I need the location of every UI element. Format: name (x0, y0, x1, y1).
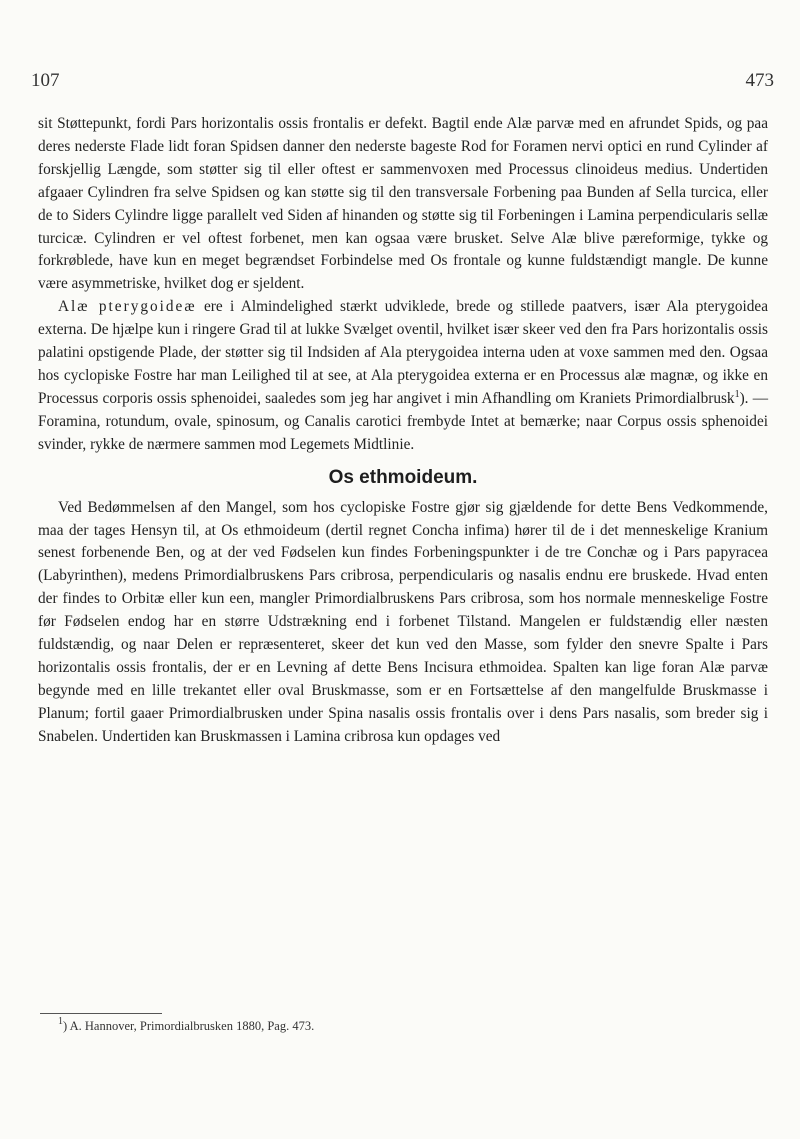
footnote-marker: 1 (58, 1016, 63, 1027)
paragraph-2-text-a: ere i Almindelighed stærkt udviklede, brede og stillede paatvers, især Ala pterygoidea externa. De hjælpe kun i ringere Grad til at lukke Svælget oventil, hvilket især skeer ved den fra Pars horizontalis ossis palatini opstigende Plade, der støtter sig til Indsiden af Ala pterygoidea interna uden at voxe sammen med den. Ogsaa hos cyclopiske Fostre har man Leilighed til at see, at Ala pterygoidea externa er en Processus alæ magnæ, og ikke en Processus corporis ossis sphenoidei, saaledes som jeg har angivet i min Afhandling om Kraniets Primordialbrusk (38, 298, 768, 407)
paragraph-2 (38, 296, 768, 456)
term-alae-pterygoideae: Alæ pterygoideæ (58, 298, 197, 316)
paragraph-3: Ved Bedømmelsen af den Mangel, som hos cyclopiske Fostre gjør sig gjældende for dette Bens Vedkommende, maa der tages Hensyn til, at Os ethmoideum (dertil regnet Concha infima) hører til de i det menneskelige Kranium senest forbenende Ben, og at der ved Fødselen kun findes Forbeningspunkter i de tre Conchæ og i Pars papyracea (Labyrinthen), medens Primordialbruskens Pars cribrosa, perpendicularis og nasalis endnu ere bruskede. Hvad enten der findes to Orbitæ eller kun een, mangler Primordialbruskens Pars cribrosa, som hos normale menneskelige Fostre før Fødselen endog har en større Udstrækning end i forbenet Tilstand. Mangelen er fuldstændig eller næsten fuldstændig, og naar Delen er repræsenteret, skeer det kun ved den Masse, som fylder den snevre Spalte i Pars horizontalis ossis frontalis, der er en Levning af dette Bens Incisura ethmoidea. Spalten kan lige foran Alæ parvæ begynde med en lille trekantet eller oval Bruskmasse, som er en Fortsættelse af den mangelfulde Bruskmasse i Planum; fortil gaaer Primordialbrusken under Spina nasalis ossis frontalis over i dens Pars nasalis, som breder sig i Snabelen. Undertiden kan Bruskmassen i Lamina cribrosa kun opdages ved (38, 498, 768, 745)
paragraph-2-text-b: ). — Foramina, rotundum, ovale, spinosum, og Canalis carotici frembyde Intet at bemærke; naar Corpus ossis sphenoidei svinder, rykke de nærmere sammen mod Legemets Midtlinie. (38, 389, 768, 453)
page-header (31, 70, 774, 94)
footnote-divider (40, 1013, 162, 1014)
footnote-ref: 1 (734, 388, 740, 400)
paragraph-1: sit Støttepunkt, fordi Pars horizontalis ossis frontalis er defekt. Bagtil ende Alæ parvæ med en afrundet Spids, og paa deres nederste Flade lidt foran Spidsen danner den nederste bageste Rod for Foramen nervi optici en rund Cylinder af forskjellig Længde, som støtter sig til eller oftest er sammenvoxen med Processus clinoideus medius. Undertiden afgaaer Cylindren fra selve Spidsen og kan støtte sig til den transversale Forbening paa Bunden af Sella turcica, eller de to Siders Cylindre ligge parallelt ved Siden af hinanden og støtte sig til Forbeningen i Lamina perpendicularis sellæ turcicæ. Cylindren er vel oftest forbenet, men kan ogsaa være brusket. Selve Alæ blive pæreformige, tykke og forkrøblede, have kun en meget begrændset Forbindelse med Os frontale og kunne fuldstændigt mangle. De kunne være asymmetriske, hvilket dog er sjeldent. (38, 115, 768, 293)
footnote-text: ) A. Hannover, Primordialbrusken 1880, Pag. 473. (63, 1019, 315, 1033)
body-text (38, 113, 768, 749)
section-heading: Os ethmoideum. (328, 466, 478, 488)
page-number-left: 107 (31, 70, 60, 91)
footnote (58, 1018, 314, 1034)
page-number-right: 473 (745, 70, 774, 91)
